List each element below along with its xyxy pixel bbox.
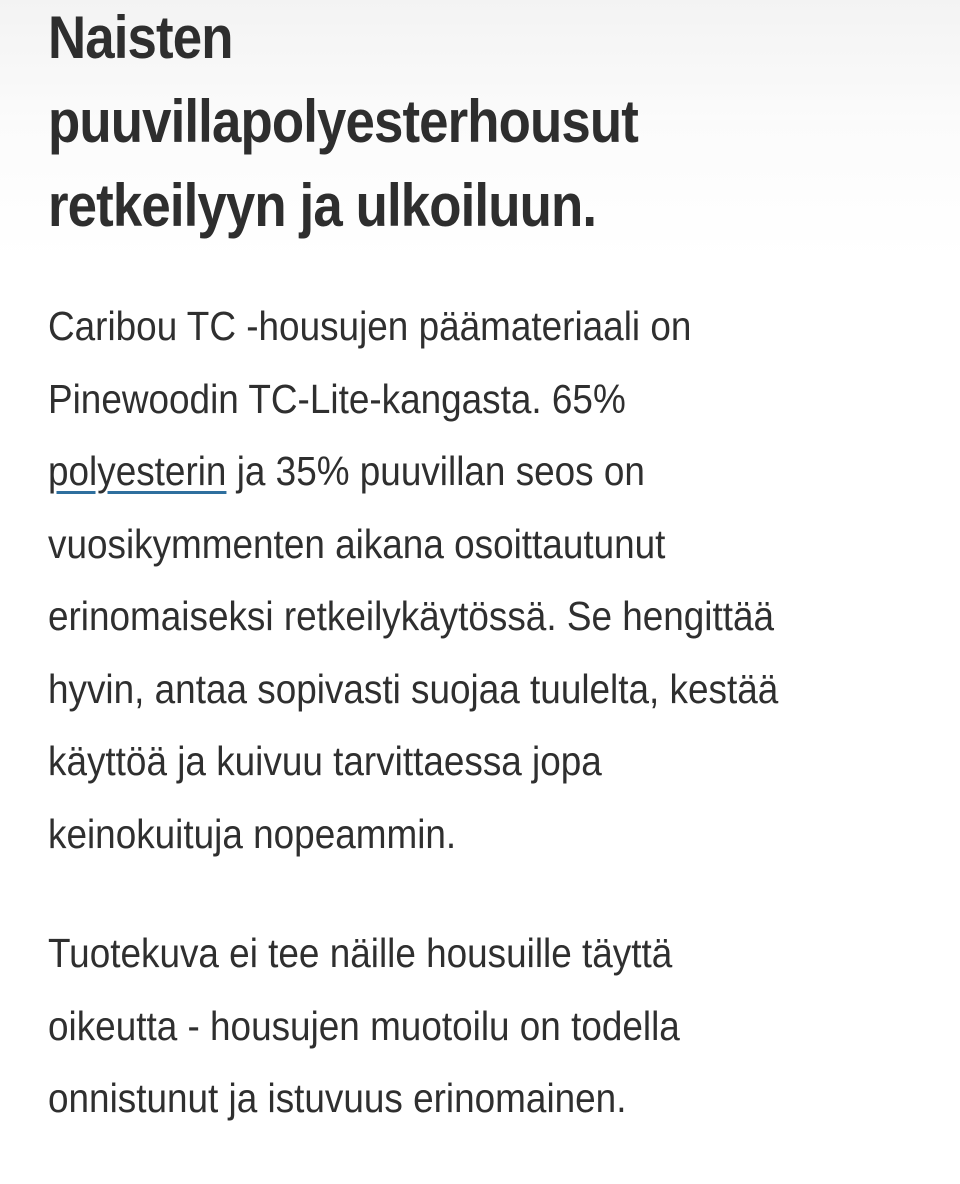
fit-description-paragraph — [48, 917, 948, 1135]
polyester-link[interactable]: polyesterin — [48, 448, 227, 494]
page-title — [48, 0, 928, 248]
text-line: oikeutta - housujen muotoilu on todella — [48, 1002, 680, 1049]
title-line: retkeilyyn ja ulkoiluun. — [48, 172, 597, 239]
text-line: onnistunut ja istuvuus erinomainen. — [48, 1075, 627, 1121]
text-fragment: ja 35% puuvillan seos on — [226, 448, 645, 494]
text-line: keinokuituja nopeammin. — [48, 810, 457, 857]
text-line — [48, 435, 948, 508]
text-line: hyvin, antaa sopivasti suojaa tuulelta, kestää — [48, 665, 779, 712]
text-line: Pinewoodin TC-Lite-kangasta. 65% — [48, 375, 626, 422]
title-line: puuvillapolyesterhousut — [48, 88, 638, 155]
text-line: käyttöä ja kuivuu tarvittaessa jopa — [48, 738, 602, 784]
text-line: erinomaiseksi retkeilykäytössä. Se hengittää — [48, 593, 775, 639]
title-line: Naisten — [48, 4, 233, 71]
text-line: Tuotekuva ei tee näille housuille täyttä — [48, 930, 673, 976]
text-line: vuosikymmenten aikana osoittautunut — [48, 520, 666, 567]
material-description-paragraph — [48, 290, 948, 870]
text-line: Caribou TC -housujen päämateriaali on — [48, 303, 692, 349]
